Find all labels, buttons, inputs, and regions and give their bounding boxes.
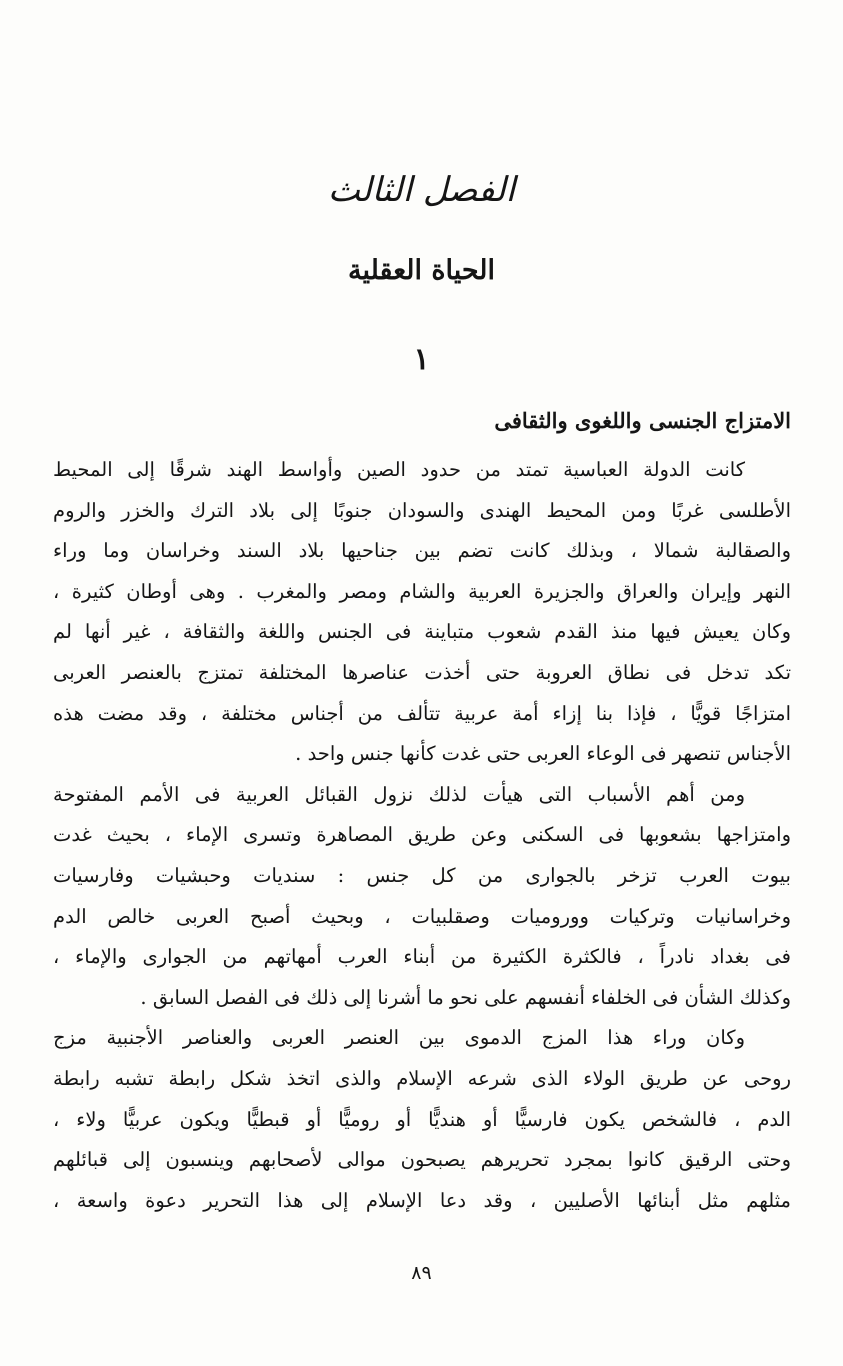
text-line-9: ومن أهم الأسباب التى هيأت لذلك نزول القبائل العربية فى الأمم المفتوحة (53, 782, 745, 806)
text-line-14: وكذلك الشأن فى الخلفاء أنفسهم على نحو ما أشرنا إلى ذلك فى الفصل السابق . (140, 985, 791, 1009)
chapter-title: الفصل الثالث (327, 170, 516, 210)
text-line-10: وامتزاجها بشعوبها فى السكنى وعن طريق المصاهرة وتسرى الإماء ، بحيث غدت (53, 823, 791, 847)
text-line-7: امتزاجًا قويًّا ، فإذا بنا إزاء أمة عربية تتألف من أجناس مختلفة ، وقد مضت هذه (53, 701, 791, 725)
text-line-11: بيوت العرب تزخر بالجوارى من كل جنس : سنديات وحبشيات وفارسيات (53, 863, 791, 887)
text-line-17: الدم ، فالشخص يكون فارسيًّا أو هنديًّا أو روميًّا أو قبطيًّا ويكون عربيًّا ولاء ، (53, 1107, 791, 1131)
text-line-15: وكان وراء هذا المزج الدموى بين العنصر العربى والعناصر الأجنبية مزج (53, 1026, 745, 1050)
text-line-3: والصقالبة شمالا ، وبذلك كانت تضم بين جناحيها بلاد السند وخراسان وما وراء (53, 539, 791, 563)
text-line-18: وحتى الرقيق كانوا بمجرد تحريرهم يصبحون موالى لأصحابهم وينسبون إلى قبائلهم (53, 1148, 791, 1172)
text-line-19: مثلهم مثل أبنائها الأصليين ، وقد دعا الإسلام إلى هذا التحرير دعوة واسعة ، (53, 1188, 791, 1212)
section-title: الحياة العقلية (347, 255, 496, 286)
text-line-4: النهر وإيران والعراق والجزيرة العربية والشام ومصر والمغرب . وهى أوطان كثيرة ، (53, 579, 791, 603)
text-line-5: وكان يعيش فيها منذ القدم شعوب متباينة فى الجنس واللغة والثقافة ، غير أنها لم (53, 620, 791, 644)
body-text (53, 450, 791, 1221)
text-line-12: وخراسانيات وتركيات ووروميات وصقلبيات ، وبحيث أصبح العربى خالص الدم (53, 904, 791, 928)
section-number: ١ (413, 342, 430, 377)
text-line-16: روحى عن طريق الولاء الذى شرعه الإسلام والذى اتخذ شكل رابطة تشبه رابطة (53, 1066, 791, 1090)
subheading: الامتزاج الجنسى واللغوى والثقافى (494, 408, 791, 433)
text-line-13: فى بغداد نادراً ، فالكثرة الكثيرة من أبناء العرب أمهاتهم من الجوارى والإماء ، (53, 945, 791, 969)
text-line-6: تكد تدخل فى نطاق العروبة حتى أخذت عناصرها المختلفة تمتزج بالعنصر العربى (53, 660, 791, 684)
text-line-8: الأجناس تنصهر فى الوعاء العربى حتى غدت كأنها جنس واحد . (295, 742, 791, 766)
text-line-2: الأطلسى غربًا ومن المحيط الهندى والسودان جنوبًا إلى بلاد الترك والخزر والروم (53, 498, 791, 522)
text-line-1: كانت الدولة العباسية تمتد من حدود الصين وأواسط الهند شرقًا إلى المحيط (53, 458, 745, 481)
page-number: ٨٩ (411, 1262, 432, 1284)
